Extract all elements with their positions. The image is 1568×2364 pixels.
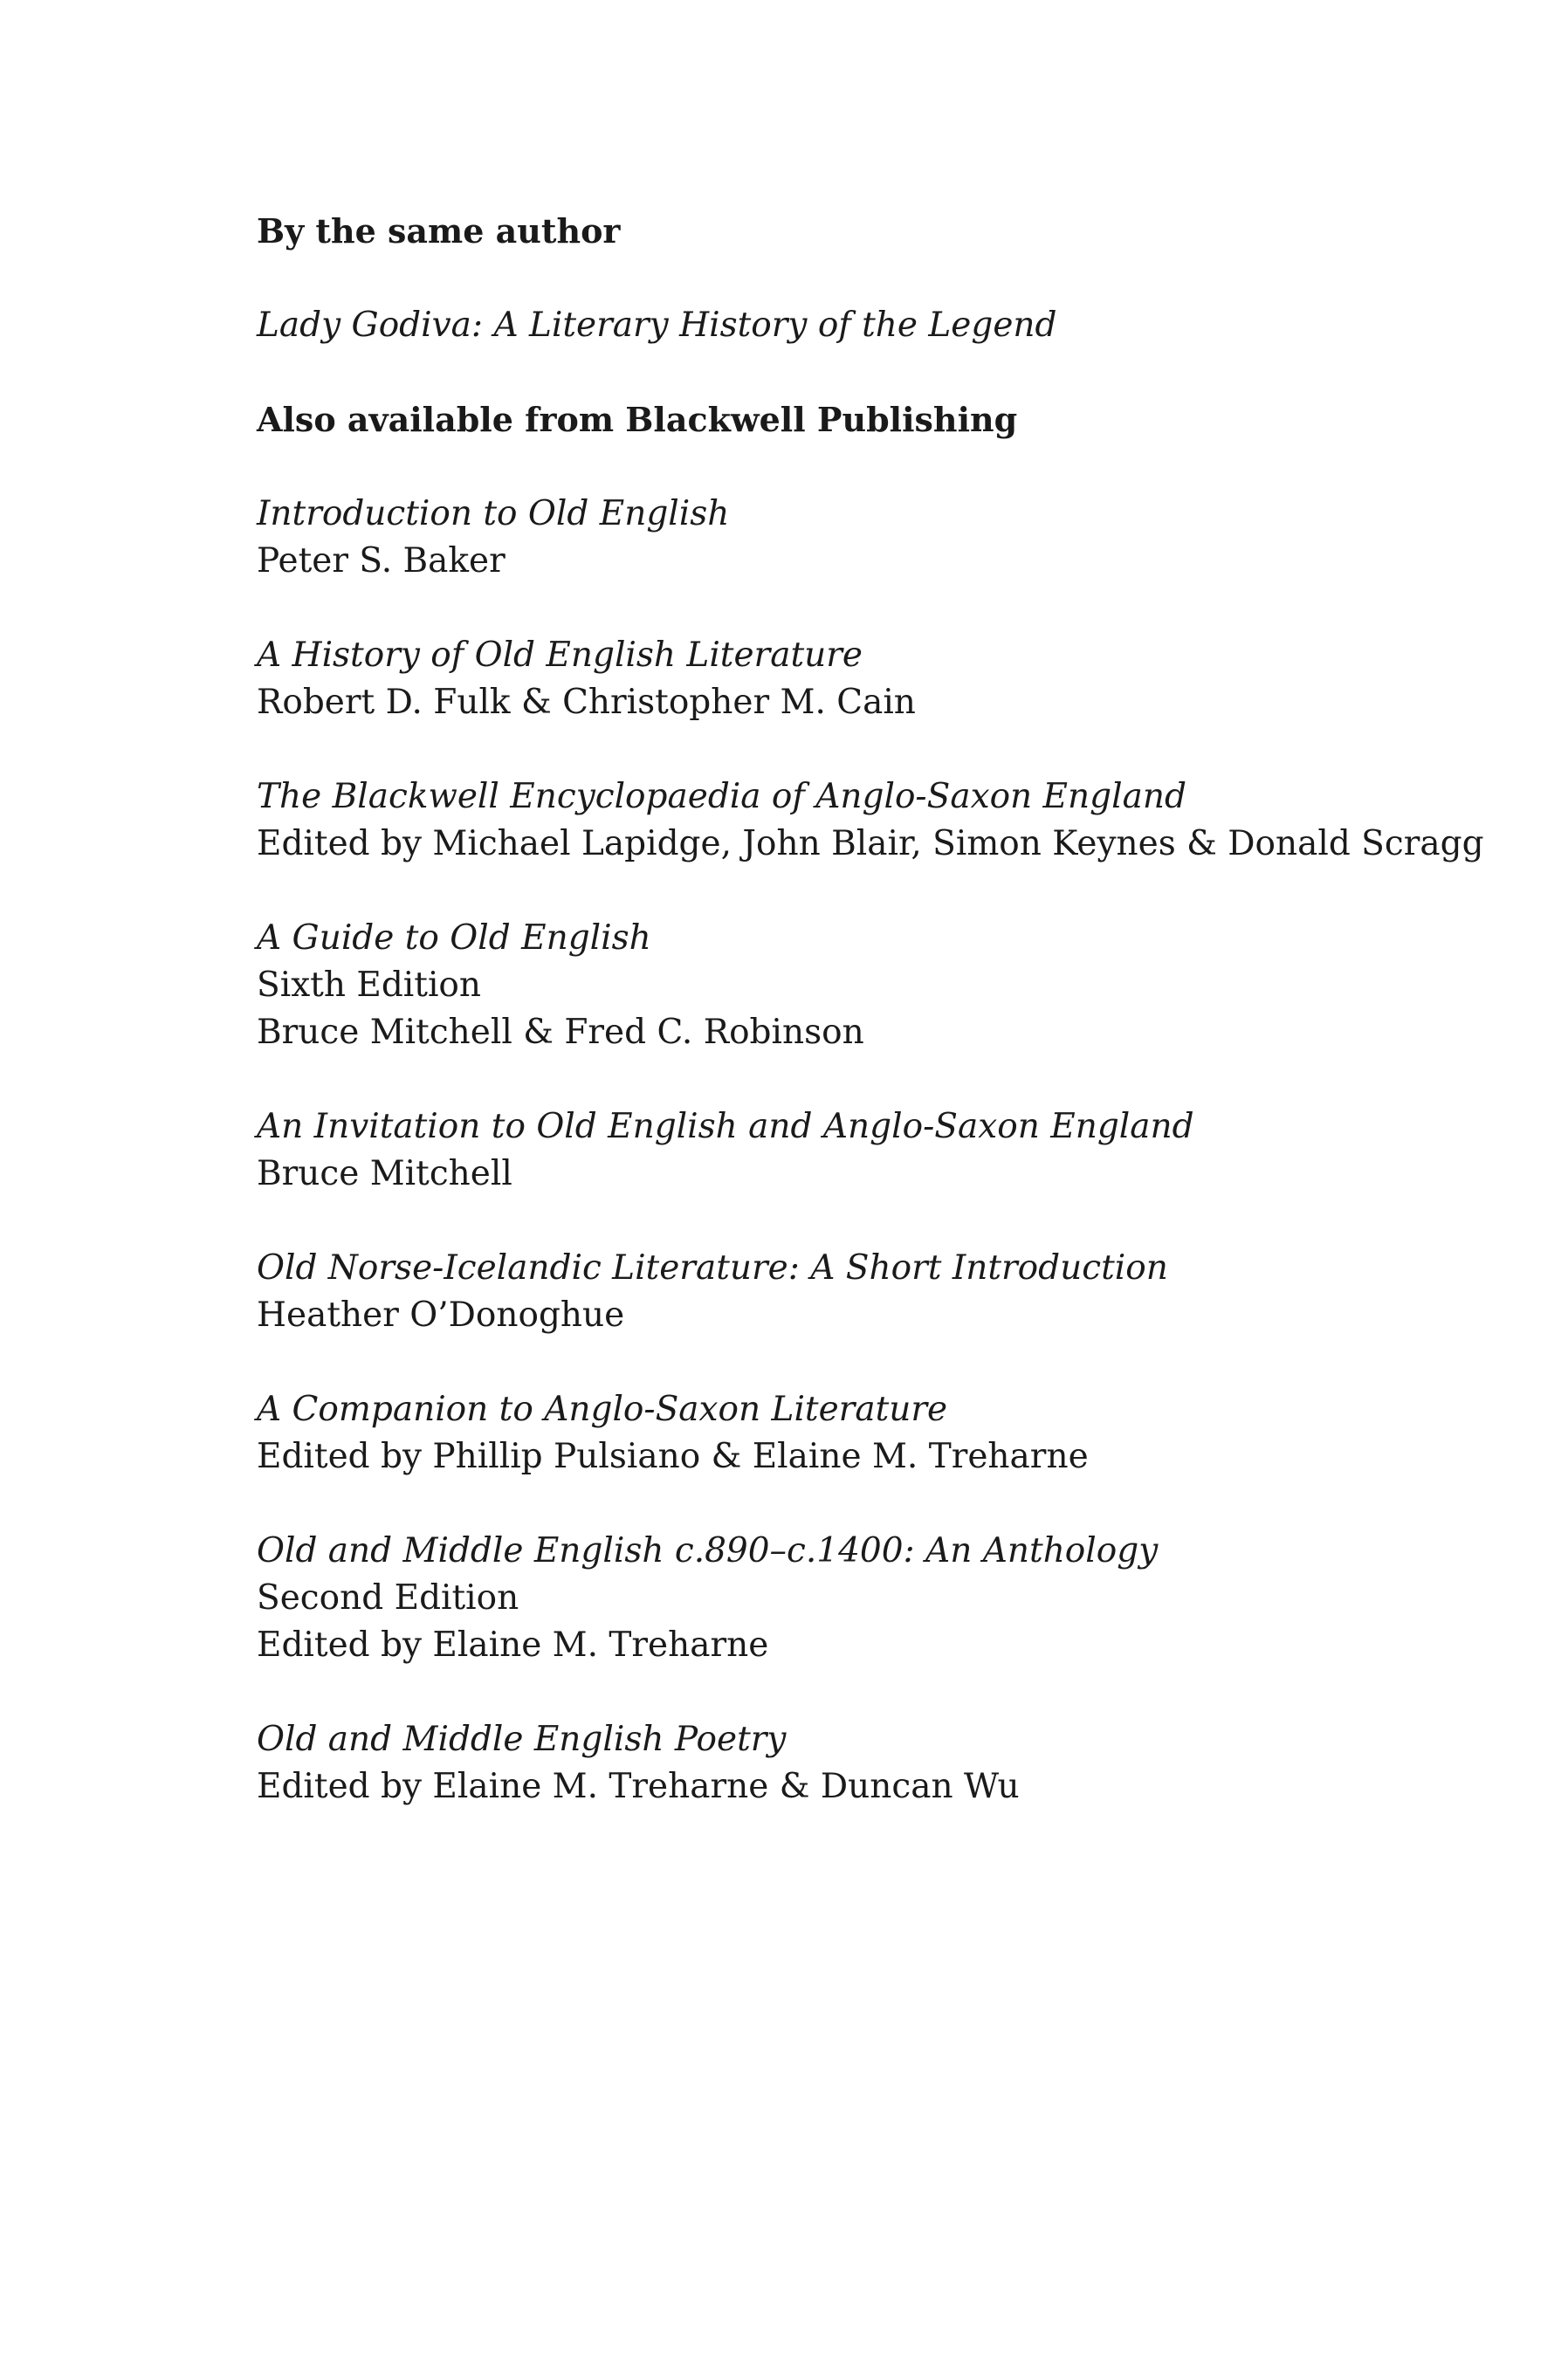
book-entry [257,773,1484,868]
book-title: An Invitation to Old English and Anglo-Saxon England [257,1107,1194,1146]
book-title: Old and Middle English Poetry [257,1720,787,1759]
page-content [257,208,1484,1811]
book-list [257,491,1484,1811]
book-entry [257,915,1479,1056]
same-author-heading: By the same author [257,211,621,251]
book-edition: Second Edition [257,1578,519,1618]
book-entry [257,1386,1479,1481]
book-editors: Edited by Phillip Pulsiano & Elaine M. Treharne [257,1437,1089,1476]
also-available-heading: Also available from Blackwell Publishing [257,400,1018,439]
book-entry [257,1245,1479,1339]
book-author: Bruce Mitchell [257,1154,512,1193]
book-title: Old and Middle English c.890–c.1400: An Anthology [257,1531,1159,1570]
book-title: The Blackwell Encyclopaedia of Anglo-Saxon England [257,777,1186,816]
book-title: Introduction to Old English [257,494,730,533]
book-editors: Edited by Elaine M. Treharne [257,1625,769,1665]
book-title: A Guide to Old English [257,918,651,958]
book-title: A History of Old English Literature [257,636,863,675]
book-author: Bruce Mitchell & Fred C. Robinson [257,1013,864,1052]
book-author: Heather O’Donoghue [257,1295,625,1335]
book-editors: Edited by Michael Lapidge, John Blair, Simon Keynes & Donald Scragg [257,824,1484,863]
book-entry [257,632,1479,726]
book-entry [257,491,1479,585]
book-entry [257,1716,1479,1811]
book-editors: Edited by Elaine M. Treharne & Duncan Wu [257,1767,1020,1806]
book-entry [257,1103,1479,1198]
book-entry [257,1528,1479,1669]
book-author: Peter S. Baker [257,541,505,581]
book-title: Old Norse-Icelandic Literature: A Short Introduction [257,1248,1168,1288]
same-author-title: Lady Godiva: A Literary History of the Legend [257,306,1057,345]
book-author: Robert D. Fulk & Christopher M. Cain [257,683,916,722]
book-title: A Companion to Anglo-Saxon Literature [257,1390,948,1429]
book-edition: Sixth Edition [257,966,482,1005]
